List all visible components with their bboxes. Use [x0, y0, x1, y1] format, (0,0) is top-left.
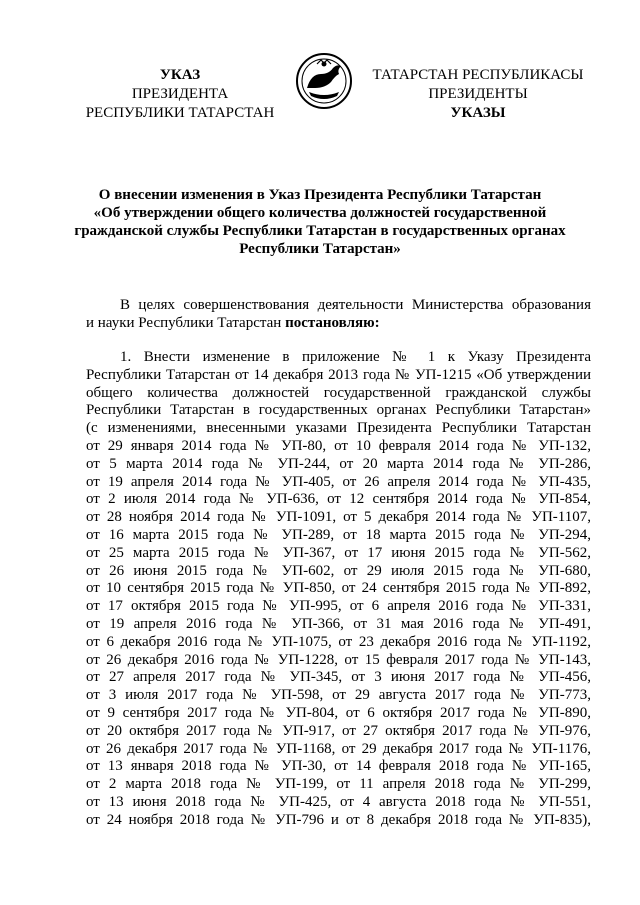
body-line: от 27 апреля 2017 года № УП-345, от 3 июня 2017 года № УП-456,	[86, 669, 591, 686]
body-paragraph	[86, 349, 591, 830]
body-line: от 16 марта 2015 года № УП-289, от 18 марта 2015 года № УП-294,	[86, 526, 591, 543]
body-line: от 2 марта 2018 года № УП-199, от 11 апреля 2018 года № УП-299,	[86, 776, 591, 793]
header-right-line: ТАТАРСТАН РЕСПУБЛИКАСЫ	[372, 67, 584, 83]
coat-of-arms-emblem	[295, 52, 353, 110]
header-left-line: ПРЕЗИДЕНТА	[131, 86, 229, 102]
decree-title	[70, 186, 570, 258]
intro-text: и науки Республики Татарстан	[86, 314, 286, 331]
header-left-block	[80, 66, 280, 123]
body-line: от 24 ноября 2018 года № УП-796 и от 8 декабря 2018 года № УП-835),	[86, 811, 591, 828]
body-line: от 26 декабря 2017 года № УП-1168, от 29 декабря 2017 года № УП-1176,	[86, 740, 591, 757]
body-line: от 13 января 2018 года № УП-30, от 14 февраля 2018 года № УП-165,	[86, 758, 591, 775]
title-line: Республики Татарстан»	[239, 241, 401, 257]
title-line: «Об утверждении общего количества должностей государственной	[93, 205, 547, 221]
body-line: от 26 декабря 2016 года № УП-1228, от 15 февраля 2017 года № УП-143,	[86, 651, 591, 668]
body-line: от 28 ноября 2014 года № УП-1091, от 5 декабря 2014 года № УП-1107,	[86, 509, 591, 526]
body-line: Республики Татарстан в государственных органах Республики Татарстан»	[86, 402, 591, 419]
body-line: от 26 июня 2015 года № УП-602, от 29 июля 2015 года № УП-680,	[86, 562, 591, 579]
body-line: от 2 июля 2014 года № УП-636, от 12 сентября 2014 года № УП-854,	[86, 491, 591, 508]
body-line: общего количества должностей государственной гражданской службы	[86, 384, 591, 401]
body-line: от 17 октября 2015 года № УП-995, от 6 апреля 2016 года № УП-331,	[86, 598, 591, 615]
intro-line	[86, 315, 591, 333]
body-line: от 13 июня 2018 года № УП-425, от 4 августа 2018 года № УП-551,	[86, 793, 591, 810]
body-line: 1. Внести изменение в приложение № 1 к Указу Президента	[120, 349, 591, 365]
body-line: от 9 сентября 2017 года № УП-804, от 6 октября 2017 года № УП-890,	[86, 704, 591, 721]
title-line: О внесении изменения в Указ Президента Республики Татарстан	[98, 187, 542, 203]
body-line: от 19 апреля 2016 года № УП-366, от 31 мая 2016 года № УП-491,	[86, 615, 591, 632]
header-left-line: УКАЗ	[159, 67, 201, 83]
title-line: гражданской службы Республики Татарстан в государственных органах	[74, 223, 566, 239]
header-right-line: ПРЕЗИДЕНТЫ	[428, 86, 528, 102]
body-line: от 10 сентября 2015 года № УП-850, от 24 сентября 2015 года № УП-892,	[86, 580, 591, 597]
header-left-line: РЕСПУБЛИКИ ТАТАРСТАН	[85, 105, 275, 121]
intro-paragraph	[86, 297, 591, 333]
body-line: от 19 апреля 2014 года № УП-405, от 26 апреля 2014 года № УП-435,	[86, 473, 591, 490]
body-line: (с изменениями, внесенными указами Президента Республики Татарстан	[86, 420, 591, 437]
intro-line: В целях совершенствования деятельности Министерства образования	[120, 297, 591, 313]
body-line: от 6 декабря 2016 года № УП-1075, от 23 декабря 2016 года № УП-1192,	[86, 633, 591, 650]
body-line: от 20 октября 2017 года № УП-917, от 27 октября 2017 года № УП-976,	[86, 722, 591, 739]
header-right-block	[368, 66, 588, 123]
body-line: от 29 января 2014 года № УП-80, от 10 февраля 2014 года № УП-132,	[86, 437, 591, 454]
body-line: Республики Татарстан от 14 декабря 2013 года № УП-1215 «Об утверждении	[86, 366, 591, 383]
intro-decree-word: постановляю:	[285, 314, 380, 331]
body-line: от 5 марта 2014 года № УП-244, от 20 марта 2014 года № УП-286,	[86, 455, 591, 472]
body-line: от 25 марта 2015 года № УП-367, от 17 июня 2015 года № УП-562,	[86, 544, 591, 561]
header-right-line: УКАЗЫ	[450, 105, 506, 121]
body-line: от 3 июля 2017 года № УП-598, от 29 августа 2017 года № УП-773,	[86, 687, 591, 704]
